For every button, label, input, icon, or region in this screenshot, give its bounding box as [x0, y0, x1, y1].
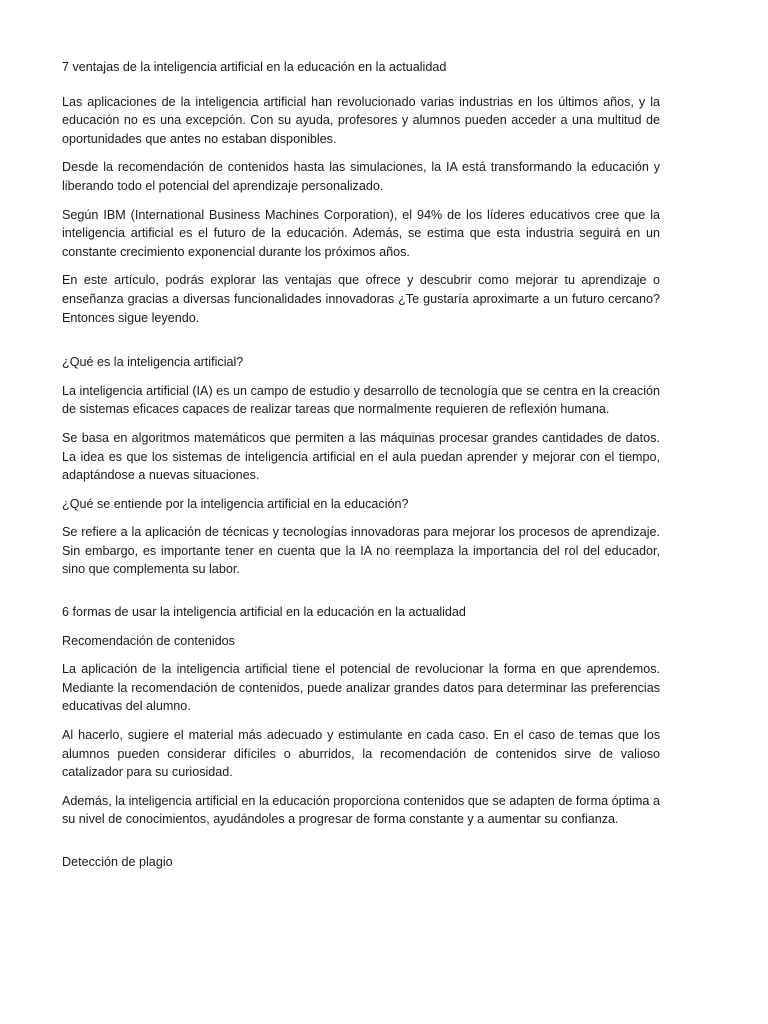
section-heading-six-ways: 6 formas de usar la inteligencia artificial en la educación en la actualidad	[62, 605, 466, 620]
section-heading-what-is-ai: ¿Qué es la inteligencia artificial?	[62, 355, 244, 370]
section2-paragraph-1: Se refiere a la aplicación de técnicas y tecnologías innovadoras para mejorar los procesos de aprendizaje. Sin embargo, es importante tener en cuenta que la IA no reemplaza la importancia del rol del educador, sino que complementa su labor.	[62, 525, 660, 577]
subheading-content-recommendation: Recomendación de contenidos	[62, 633, 235, 648]
section-heading-plagiarism-detection: Detección de plagio	[62, 855, 173, 869]
intro-paragraph-4: En este artículo, podrás explorar las ventajas que ofrece y descubrir como mejorar tu aprendizaje o enseñanza gracias a diversas funcionalidades innovadoras ¿Te gustaría aproximarte a un futuro cercano? Entonces sigue leyendo.	[62, 273, 660, 325]
intro-paragraph-1: Las aplicaciones de la inteligencia artificial han revolucionado varias industrias en los últimos años, y la educación no es una excepción. Con su ayuda, profesores y alumnos pueden acceder a una multitud de oportunidades que antes no estaban disponibles.	[62, 94, 660, 146]
document-title: 7 ventajas de la inteligencia artificial en la educación en la actualidad	[62, 60, 447, 74]
document-page	[62, 58, 660, 882]
section3-paragraph-3: Además, la inteligencia artificial en la educación proporciona contenidos que se adapten de forma óptima a su nivel de conocimientos, ayudándoles a progresar de forma constante y a aumentar su confianza.	[62, 793, 660, 827]
section3-paragraph-1: La aplicación de la inteligencia artificial tiene el potencial de revolucionar la forma en que aprendemos. Mediante la recomendación de contenidos, puede analizar grandes datos para determinar las preferencias educativas del alumno.	[62, 662, 660, 714]
section3-paragraph-2: Al hacerlo, sugiere el material más adecuado y estimulante en cada caso. En el caso de temas que los alumnos pueden considerar difíciles o aburridos, la recomendación de contenidos sirve de valioso catalizador para su curiosidad.	[62, 728, 660, 780]
intro-paragraph-3: Según IBM (International Business Machines Corporation), el 94% de los líderes educativos cree que la inteligencia artificial es el futuro de la educación. Además, se estima que esta industria seguirá en un constante crecimiento exponencial durante los próximos años.	[62, 207, 660, 259]
section-heading-ai-in-education: ¿Qué se entiende por la inteligencia artificial en la educación?	[62, 496, 409, 511]
section1-paragraph-1: La inteligencia artificial (IA) es un campo de estudio y desarrollo de tecnología que se centra en la creación de sistemas eficaces capaces de realizar tareas que normalmente requieren de reflexión humana.	[62, 383, 660, 417]
section1-paragraph-2: Se basa en algoritmos matemáticos que permiten a las máquinas procesar grandes cantidades de datos. La idea es que los sistemas de inteligencia artificial en el aula puedan aprender y mejorar con el tiempo, adaptándose a nuevas situaciones.	[62, 430, 660, 483]
intro-paragraph-2: Desde la recomendación de contenidos hasta las simulaciones, la IA está transformando la educación y liberando todo el potencial del aprendizaje personalizado.	[62, 160, 660, 193]
